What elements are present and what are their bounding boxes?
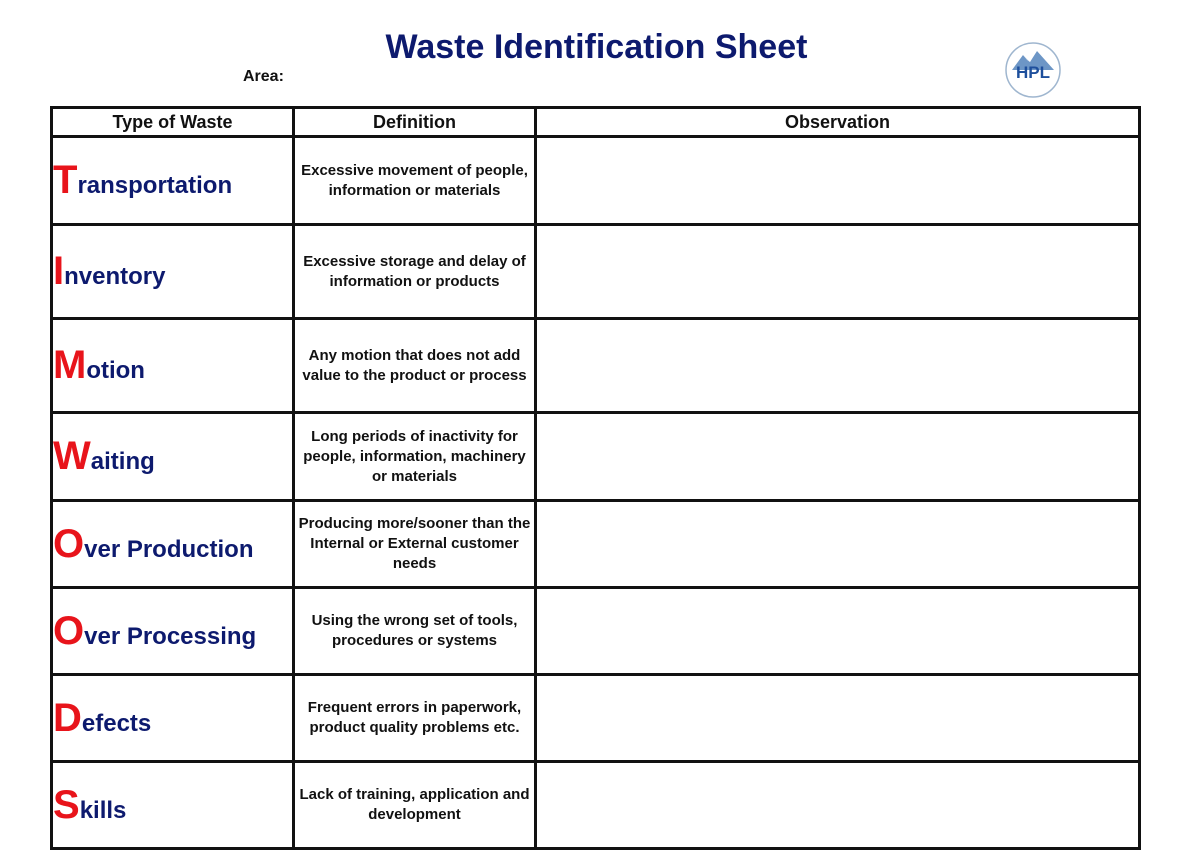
table-row: [52, 762, 1140, 849]
page-title: Waste Identification Sheet: [385, 28, 808, 66]
table-header-row: [52, 108, 1140, 137]
table-row: [52, 137, 1140, 225]
logo-text: HPL: [1016, 63, 1050, 82]
observation-cell[interactable]: [536, 225, 1140, 319]
waste-type-rest: aiting: [90, 448, 155, 475]
table-row: [52, 413, 1140, 501]
waste-initial: W: [53, 434, 91, 478]
waste-definition: Long periods of inactivity for people, information, machinery or materials: [294, 413, 536, 501]
waste-initial: O: [53, 521, 85, 566]
area-label: Area:: [243, 68, 284, 85]
waste-type-over-production: [52, 501, 294, 588]
waste-type-rest: ransportation: [77, 172, 233, 199]
waste-initial: O: [53, 608, 85, 653]
observation-cell[interactable]: [536, 137, 1140, 225]
waste-initial: S: [53, 782, 80, 827]
waste-initial: M: [53, 343, 87, 387]
waste-type-rest: efects: [81, 709, 152, 737]
waste-initial: D: [53, 695, 82, 740]
waste-type-rest: ver Production: [84, 535, 254, 563]
table-row: [52, 588, 1140, 675]
waste-initial: I: [53, 249, 65, 293]
column-header-type: Type of Waste: [52, 108, 294, 137]
waste-type-rest: nventory: [64, 263, 166, 290]
waste-type-inventory: [52, 225, 294, 319]
observation-cell[interactable]: [536, 319, 1140, 413]
waste-type-rest: kills: [79, 796, 127, 824]
waste-type-motion: [52, 319, 294, 413]
observation-cell[interactable]: [536, 588, 1140, 675]
observation-cell[interactable]: [536, 675, 1140, 762]
table-row: [52, 319, 1140, 413]
hpl-logo-icon: [1003, 40, 1063, 100]
observation-cell[interactable]: [536, 501, 1140, 588]
waste-definition: Using the wrong set of tools, procedures or systems: [294, 588, 536, 675]
waste-type-rest: otion: [86, 357, 145, 384]
table-row: [52, 675, 1140, 762]
waste-type-skills: [52, 762, 294, 849]
waste-definition: Producing more/sooner than the Internal or External customer needs: [294, 501, 536, 588]
waste-type-over-processing: [52, 588, 294, 675]
table-row: [52, 225, 1140, 319]
waste-initial: T: [53, 158, 78, 202]
waste-type-rest: ver Processing: [84, 622, 257, 650]
waste-definition: Frequent errors in paperwork, product quality problems etc.: [294, 675, 536, 762]
waste-definition: Lack of training, application and development: [294, 762, 536, 849]
column-header-definition: Definition: [294, 108, 536, 137]
waste-type-transportation: [52, 137, 294, 225]
waste-type-waiting: [52, 413, 294, 501]
table-row: [52, 501, 1140, 588]
observation-cell[interactable]: [536, 762, 1140, 849]
waste-definition: Any motion that does not add value to the product or process: [294, 319, 536, 413]
waste-definition: Excessive storage and delay of information or products: [294, 225, 536, 319]
column-header-observation: Observation: [536, 108, 1140, 137]
waste-definition: Excessive movement of people, information or materials: [294, 137, 536, 225]
observation-cell[interactable]: [536, 413, 1140, 501]
waste-table: [50, 106, 1141, 850]
waste-type-defects: [52, 675, 294, 762]
